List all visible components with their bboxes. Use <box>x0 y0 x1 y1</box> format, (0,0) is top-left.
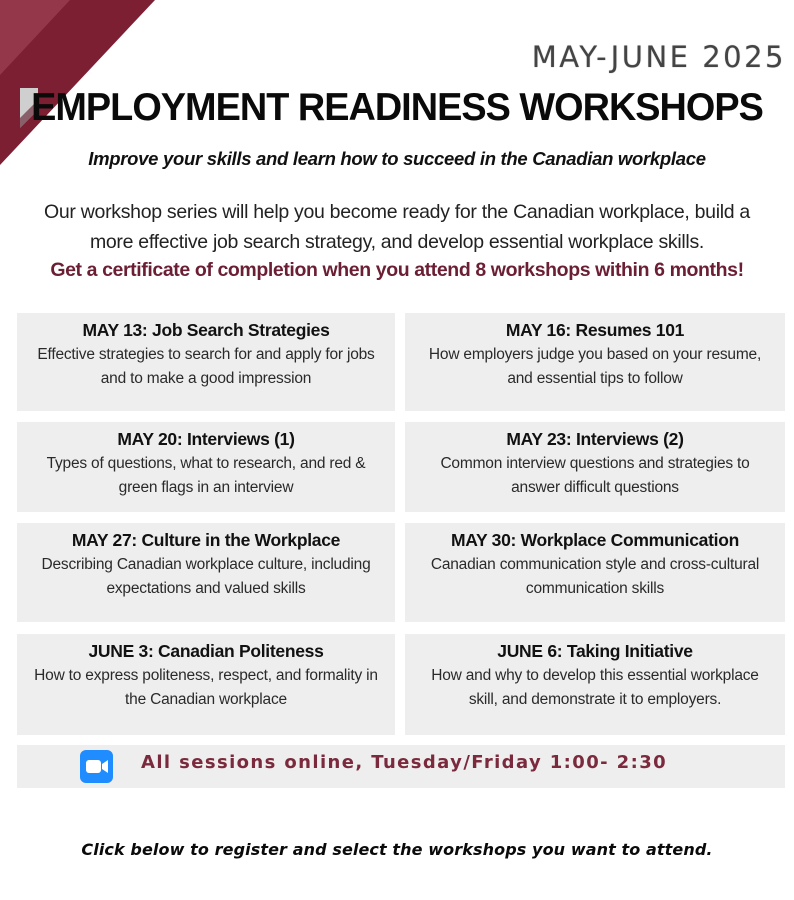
sessions-banner <box>17 745 785 788</box>
workshop-card <box>405 313 785 411</box>
workshop-description-line: skill, and demonstrate it to employers. <box>468 691 722 708</box>
page-subtitle: Improve your skills and learn how to succeed in the Canadian workplace <box>88 148 706 169</box>
workshop-description-line: green flags in an interview <box>118 479 294 496</box>
intro-line: Our workshop series will help you become ready for the Canadian workplace, build a <box>44 201 750 223</box>
workshop-description-line: the Canadian workplace <box>125 691 287 708</box>
workshop-description-line: How to express politeness, respect, and formality in <box>34 667 378 684</box>
workshop-title: JUNE 6: Taking Initiative <box>497 641 693 661</box>
workshop-description-line: expectations and valued skills <box>106 580 306 597</box>
workshop-description <box>23 343 389 391</box>
workshop-description-line: Types of questions, what to research, and red & <box>46 455 366 472</box>
corner-decoration <box>0 0 160 170</box>
workshop-description <box>411 343 779 391</box>
workshop-description-line: How employers judge you based on your resume, <box>428 346 762 363</box>
workshop-title: MAY 16: Resumes 101 <box>505 320 685 340</box>
workshop-description-line: answer difficult questions <box>511 479 679 496</box>
page-title: EMPLOYMENT READINESS WORKSHOPS <box>31 86 763 129</box>
workshop-description <box>411 553 779 601</box>
workshop-card <box>17 313 395 411</box>
date-range: MAY-JUNE 2025 <box>531 40 786 74</box>
workshop-card <box>405 422 785 512</box>
workshop-description-line: Common interview questions and strategies to <box>440 455 750 472</box>
workshop-description-line: Effective strategies to search for and apply for jobs <box>37 346 375 363</box>
intro-text <box>20 197 774 257</box>
intro-line: more effective job search strategy, and develop essential workplace skills. <box>89 231 705 253</box>
workshop-description <box>23 452 389 500</box>
workshop-card <box>405 634 785 735</box>
workshop-card <box>17 634 395 735</box>
certificate-note: Get a certificate of completion when you attend 8 workshops within 6 months! <box>50 259 744 281</box>
workshop-title: MAY 20: Interviews (1) <box>117 429 295 449</box>
workshop-description-line: and essential tips to follow <box>507 370 683 387</box>
workshop-description-line: How and why to develop this essential workplace <box>431 667 759 684</box>
workshop-description <box>411 452 779 500</box>
workshop-card <box>405 523 785 622</box>
workshop-description <box>23 664 389 712</box>
video-camera-icon <box>80 750 113 783</box>
workshop-title: JUNE 3: Canadian Politeness <box>88 641 324 661</box>
workshop-card <box>17 422 395 512</box>
workshop-description <box>411 664 779 712</box>
register-instruction: Click below to register and select the workshops you want to attend. <box>81 840 713 859</box>
workshop-title: MAY 23: Interviews (2) <box>506 429 684 449</box>
sessions-info: All sessions online, Tuesday/Friday 1:00- 2:30 <box>141 752 668 773</box>
workshop-card <box>17 523 395 622</box>
workshop-title: MAY 13: Job Search Strategies <box>82 320 330 340</box>
workshop-title: MAY 30: Workplace Communication <box>451 530 739 550</box>
workshop-description-line: communication skills <box>525 580 665 597</box>
workshop-description <box>23 553 389 601</box>
workshop-title: MAY 27: Culture in the Workplace <box>71 530 341 550</box>
workshop-description-line: and to make a good impression <box>100 370 312 387</box>
workshop-description-line: Canadian communication style and cross-cultural <box>430 556 760 573</box>
workshop-description-line: Describing Canadian workplace culture, including <box>41 556 371 573</box>
